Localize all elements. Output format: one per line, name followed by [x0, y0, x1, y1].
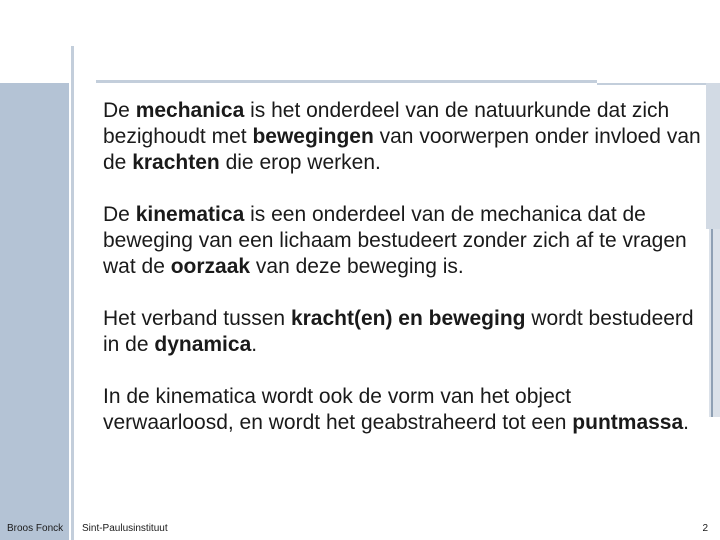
paragraph-dynamica — [103, 306, 703, 358]
top-horizontal-rule — [96, 80, 597, 83]
term-bewegingen: bewegingen — [252, 125, 374, 148]
footer-page-number: 2 — [702, 523, 708, 534]
segment: . — [683, 411, 690, 434]
footer-school: Sint-Paulusinstituut — [82, 523, 168, 534]
term-dynamica: dynamica — [154, 333, 252, 356]
paragraph-kinematica — [103, 202, 703, 280]
segment: is het onderdeel van de natuurkunde dat zich bezighoudt met — [103, 99, 670, 148]
term-krachten: krachten — [132, 151, 220, 174]
segment: De — [103, 99, 136, 122]
segment: Het verband tussen — [103, 307, 291, 330]
segment: die erop werken. — [219, 151, 381, 174]
term-puntmassa: puntmassa — [572, 411, 684, 434]
slide-content — [103, 98, 703, 462]
right-decor-line — [711, 229, 713, 417]
right-decor-upper — [706, 83, 720, 229]
segment: De — [103, 203, 136, 226]
segment: In de kinematica wordt ook de vorm van het object verwaarloosd, en wordt het geabstraheerd tot een — [103, 385, 573, 434]
paragraph-mechanica — [103, 98, 703, 176]
right-frame-rule — [597, 83, 706, 85]
term-mechanica: mechanica — [135, 99, 245, 122]
segment: van voorwerpen onder invloed van de — [103, 125, 701, 174]
footer-author: Broos Fonck — [7, 523, 64, 534]
term-kracht-en-beweging: kracht(en) en beweging — [290, 307, 526, 330]
term-kinematica: kinematica — [135, 203, 245, 226]
segment: van deze beweging is. — [250, 255, 464, 278]
segment: . — [251, 333, 258, 356]
paragraph-puntmassa — [103, 384, 703, 436]
left-vertical-rule — [71, 46, 74, 540]
segment: is een onderdeel van de mechanica dat de beweging van een lichaam bestudeert zonder zich af te vragen wat de — [103, 203, 687, 278]
left-sidebar-bar — [0, 83, 69, 540]
segment: wordt bestudeerd in de — [103, 307, 694, 356]
term-oorzaak: oorzaak — [170, 255, 251, 278]
